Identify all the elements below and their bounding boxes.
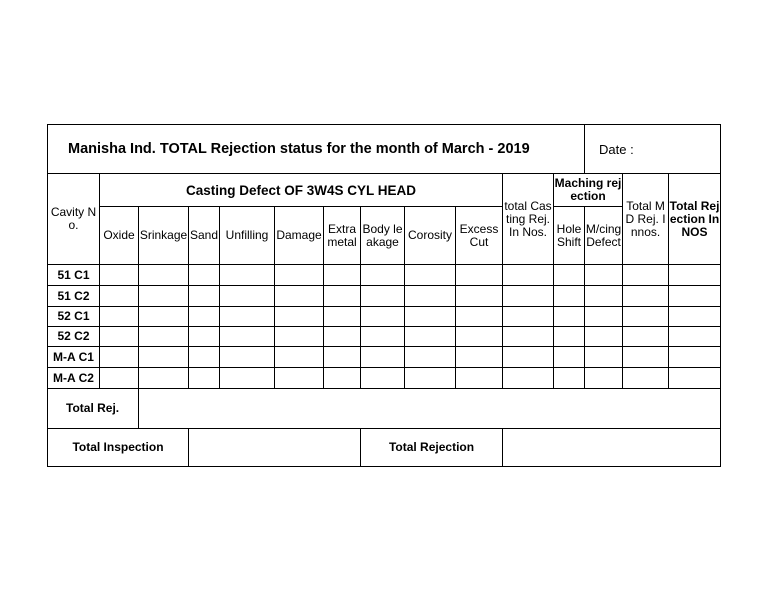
data-cell[interactable] xyxy=(503,347,554,368)
data-cell[interactable] xyxy=(669,347,721,368)
data-cell[interactable] xyxy=(554,265,585,286)
total-rej-label: Total Rej. xyxy=(48,389,139,429)
data-cell[interactable] xyxy=(139,286,189,307)
data-cell[interactable] xyxy=(100,265,139,286)
col-unfilling: Unfilling xyxy=(220,207,275,265)
total-rejection-value[interactable] xyxy=(503,429,721,467)
col-corosity: Corosity xyxy=(405,207,456,265)
data-cell[interactable] xyxy=(554,368,585,389)
data-cell[interactable] xyxy=(139,307,189,327)
data-cell[interactable] xyxy=(324,327,361,347)
data-cell[interactable] xyxy=(503,265,554,286)
data-cell[interactable] xyxy=(585,286,623,307)
rejection-table xyxy=(47,124,721,467)
data-cell[interactable] xyxy=(100,307,139,327)
total-inspection-label: Total Inspection xyxy=(48,429,189,467)
data-cell[interactable] xyxy=(324,307,361,327)
total-rejection-nos-header: Total Rejection In NOS xyxy=(669,174,721,265)
casting-defect-header: Casting Defect OF 3W4S CYL HEAD xyxy=(100,174,503,207)
data-cell[interactable] xyxy=(189,327,220,347)
data-cell[interactable] xyxy=(669,265,721,286)
col-excess-cut: Excess Cut xyxy=(456,207,503,265)
data-cell[interactable] xyxy=(405,265,456,286)
data-cell[interactable] xyxy=(456,265,503,286)
data-cell[interactable] xyxy=(623,286,669,307)
col-mcing-defect: M/cing Defect xyxy=(585,207,623,265)
data-cell[interactable] xyxy=(139,265,189,286)
data-cell[interactable] xyxy=(405,368,456,389)
data-cell[interactable] xyxy=(585,327,623,347)
data-cell[interactable] xyxy=(361,265,405,286)
col-hole-shift: Hole Shift xyxy=(554,207,585,265)
total-casting-header: total Casting Rej. In Nos. xyxy=(503,174,554,265)
data-cell[interactable] xyxy=(669,368,721,389)
data-cell[interactable] xyxy=(585,265,623,286)
rejection-status-sheet xyxy=(47,124,720,468)
row-cavity-label: 51 C1 xyxy=(48,265,100,286)
data-cell[interactable] xyxy=(456,347,503,368)
total-rejection-label: Total Rejection xyxy=(361,429,503,467)
row-cavity-label: 52 C2 xyxy=(48,327,100,347)
col-body-leakage: Body leakage xyxy=(361,207,405,265)
data-cell[interactable] xyxy=(405,327,456,347)
total-md-header: Total MD Rej. Innos. xyxy=(623,174,669,265)
data-cell[interactable] xyxy=(220,327,275,347)
data-cell[interactable] xyxy=(554,327,585,347)
data-cell[interactable] xyxy=(100,327,139,347)
data-cell[interactable] xyxy=(405,347,456,368)
col-extra-metal: Extra metal xyxy=(324,207,361,265)
data-cell[interactable] xyxy=(405,286,456,307)
data-cell[interactable] xyxy=(324,347,361,368)
data-cell[interactable] xyxy=(554,347,585,368)
data-cell[interactable] xyxy=(554,286,585,307)
data-cell[interactable] xyxy=(275,307,324,327)
data-cell[interactable] xyxy=(503,286,554,307)
data-cell[interactable] xyxy=(503,327,554,347)
col-srinkage: Srinkage xyxy=(139,207,189,265)
data-cell[interactable] xyxy=(361,286,405,307)
data-cell[interactable] xyxy=(669,307,721,327)
data-cell[interactable] xyxy=(275,368,324,389)
data-cell[interactable] xyxy=(623,307,669,327)
data-cell[interactable] xyxy=(275,347,324,368)
data-cell[interactable] xyxy=(623,347,669,368)
data-cell[interactable] xyxy=(361,327,405,347)
data-cell[interactable] xyxy=(503,307,554,327)
data-cell[interactable] xyxy=(669,286,721,307)
data-cell[interactable] xyxy=(585,307,623,327)
data-cell[interactable] xyxy=(100,347,139,368)
row-cavity-label: M-A C2 xyxy=(48,368,100,389)
row-cavity-label: M-A C1 xyxy=(48,347,100,368)
row-cavity-label: 52 C1 xyxy=(48,307,100,327)
data-cell[interactable] xyxy=(189,347,220,368)
data-cell[interactable] xyxy=(275,265,324,286)
data-cell[interactable] xyxy=(623,265,669,286)
data-cell[interactable] xyxy=(456,368,503,389)
data-cell[interactable] xyxy=(405,307,456,327)
data-cell[interactable] xyxy=(503,368,554,389)
data-cell[interactable] xyxy=(361,307,405,327)
date-label: Date : xyxy=(585,125,721,174)
data-cell[interactable] xyxy=(139,327,189,347)
cavity-header: Cavity No. xyxy=(48,174,100,265)
data-cell[interactable] xyxy=(220,286,275,307)
data-cell[interactable] xyxy=(324,286,361,307)
data-cell[interactable] xyxy=(220,347,275,368)
data-cell[interactable] xyxy=(139,347,189,368)
data-cell[interactable] xyxy=(456,286,503,307)
data-cell[interactable] xyxy=(623,327,669,347)
data-cell[interactable] xyxy=(275,286,324,307)
total-inspection-value[interactable] xyxy=(189,429,361,467)
total-rej-value[interactable] xyxy=(139,389,721,429)
data-cell[interactable] xyxy=(456,327,503,347)
maching-rejection-header: Maching rejection xyxy=(554,174,623,207)
data-cell[interactable] xyxy=(139,368,189,389)
data-cell[interactable] xyxy=(324,368,361,389)
data-cell[interactable] xyxy=(189,307,220,327)
data-cell[interactable] xyxy=(361,347,405,368)
data-cell[interactable] xyxy=(189,286,220,307)
col-sand: Sand xyxy=(189,207,220,265)
data-cell[interactable] xyxy=(189,265,220,286)
data-cell[interactable] xyxy=(669,327,721,347)
col-damage: Damage xyxy=(275,207,324,265)
data-cell[interactable] xyxy=(585,368,623,389)
data-cell[interactable] xyxy=(585,347,623,368)
page-title: Manisha Ind. TOTAL Rejection status for the month of March - 2019 xyxy=(48,125,585,174)
data-cell[interactable] xyxy=(100,368,139,389)
row-cavity-label: 51 C2 xyxy=(48,286,100,307)
data-cell[interactable] xyxy=(623,368,669,389)
data-cell[interactable] xyxy=(361,368,405,389)
col-oxide: Oxide xyxy=(100,207,139,265)
data-cell[interactable] xyxy=(554,307,585,327)
data-cell[interactable] xyxy=(100,286,139,307)
data-cell[interactable] xyxy=(189,368,220,389)
data-cell[interactable] xyxy=(275,327,324,347)
data-cell[interactable] xyxy=(220,368,275,389)
data-cell[interactable] xyxy=(456,307,503,327)
data-cell[interactable] xyxy=(220,307,275,327)
data-cell[interactable] xyxy=(220,265,275,286)
data-cell[interactable] xyxy=(324,265,361,286)
